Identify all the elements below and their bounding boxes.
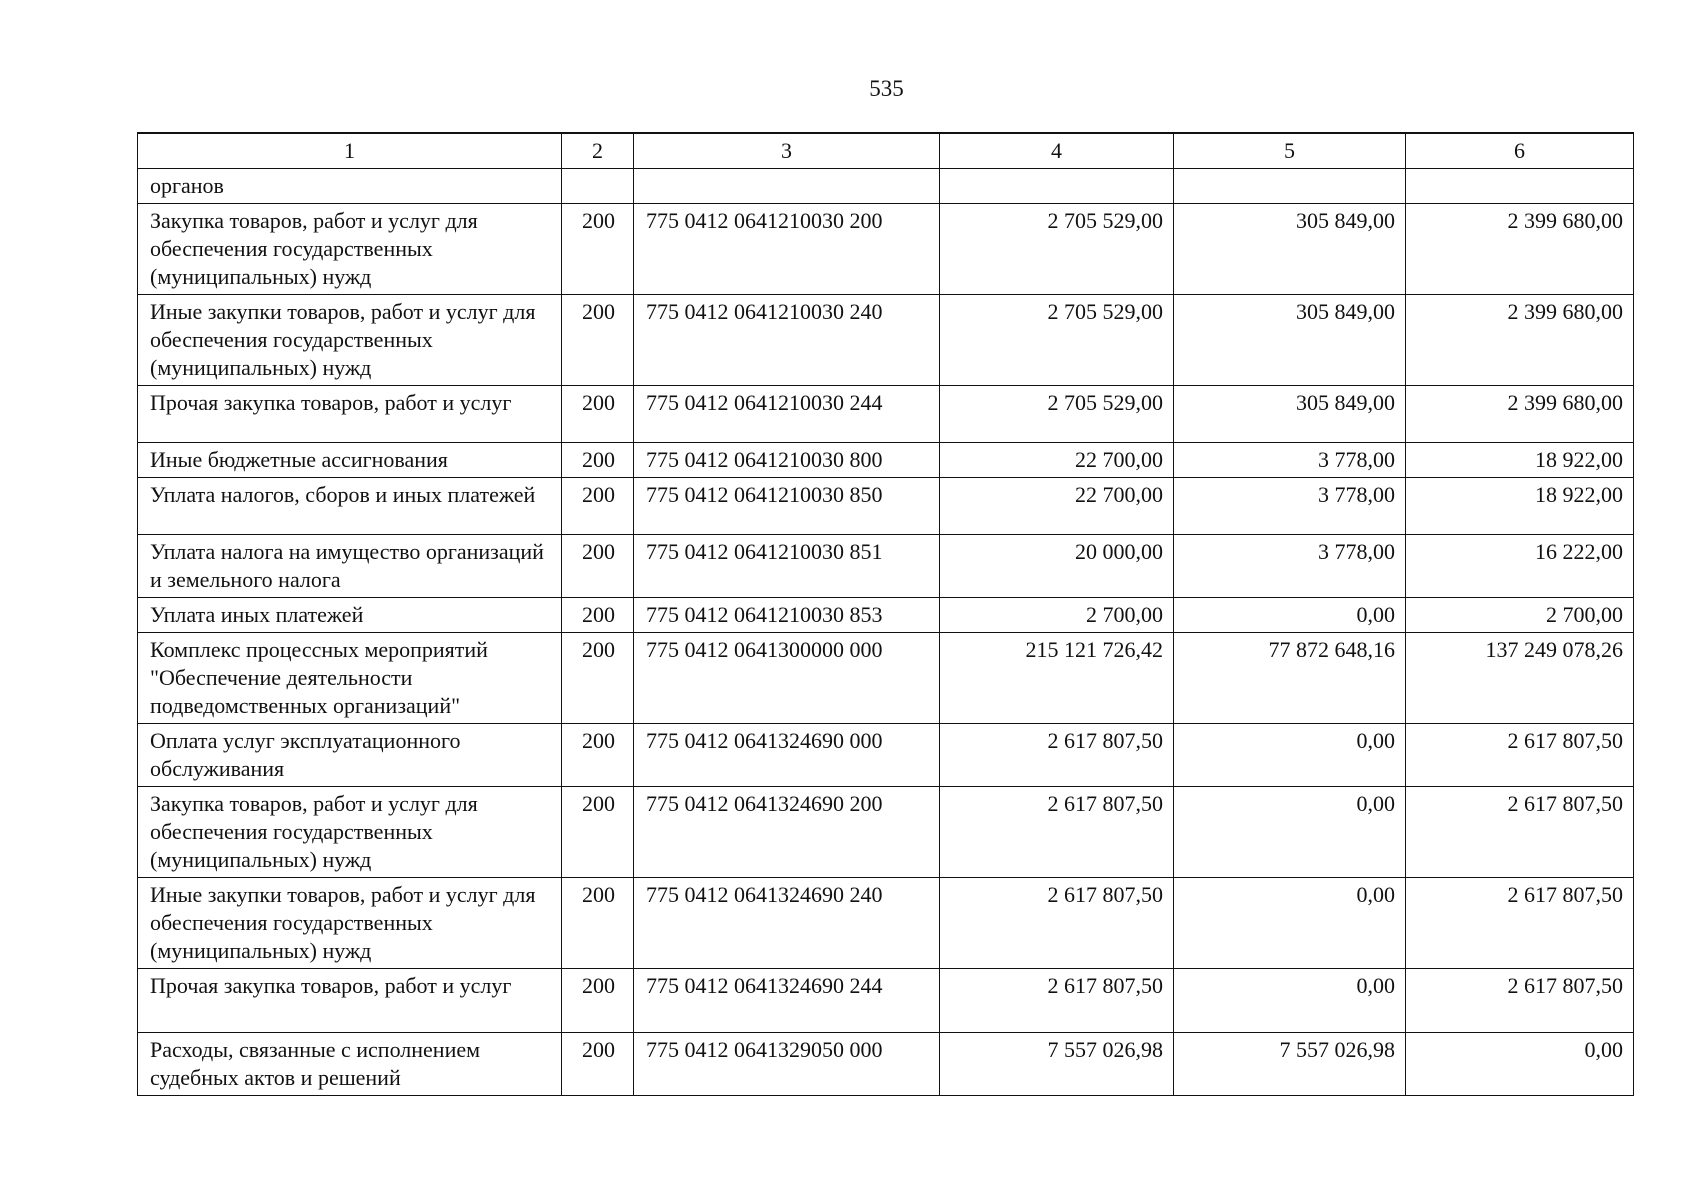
amount-executed-cell [1174,169,1406,204]
page-number: 535 [869,76,904,101]
amount-remaining-cell: 2 399 680,00 [1406,386,1634,443]
amount-plan-cell: 2 700,00 [940,598,1174,633]
amount-executed-cell: 0,00 [1174,969,1406,1033]
classification-code-cell: 775 0412 0641210030 244 [634,386,940,443]
classification-code-cell: 775 0412 0641324690 244 [634,969,940,1033]
amount-plan-cell: 2 617 807,50 [940,787,1174,878]
amount-executed-cell: 7 557 026,98 [1174,1033,1406,1096]
amount-remaining-cell: 2 399 680,00 [1406,295,1634,386]
table-row [138,295,1634,386]
amount-remaining-cell: 16 222,00 [1406,535,1634,598]
expense-name-cell: Оплата услуг эксплуатационного обслуживания [138,724,562,787]
expense-name-cell: Уплата иных платежей [138,598,562,633]
table-row [138,478,1634,535]
grbs-code-cell: 200 [562,443,634,478]
amount-executed-cell: 3 778,00 [1174,535,1406,598]
table-header-row [138,133,1634,169]
classification-code-cell: 775 0412 0641300000 000 [634,633,940,724]
classification-code-cell: 775 0412 0641210030 240 [634,295,940,386]
table-row [138,1033,1634,1096]
amount-remaining-cell: 18 922,00 [1406,478,1634,535]
amount-executed-cell: 3 778,00 [1174,443,1406,478]
amount-remaining-cell: 2 617 807,50 [1406,969,1634,1033]
classification-code-cell: 775 0412 0641324690 000 [634,724,940,787]
grbs-code-cell: 200 [562,535,634,598]
classification-code-cell [634,169,940,204]
grbs-code-cell: 200 [562,478,634,535]
amount-executed-cell: 3 778,00 [1174,478,1406,535]
amount-plan-cell: 2 617 807,50 [940,878,1174,969]
amount-plan-cell: 22 700,00 [940,443,1174,478]
table-row [138,969,1634,1033]
table-row [138,724,1634,787]
amount-executed-cell: 305 849,00 [1174,204,1406,295]
expense-name-cell: Иные закупки товаров, работ и услуг для обеспечения государственных (муниципальных) нужд [138,878,562,969]
expense-name-cell: Закупка товаров, работ и услуг для обеспечения государственных (муниципальных) нужд [138,787,562,878]
grbs-code-cell: 200 [562,633,634,724]
amount-plan-cell: 2 705 529,00 [940,204,1174,295]
amount-executed-cell: 0,00 [1174,787,1406,878]
grbs-code-cell: 200 [562,204,634,295]
column-header: 6 [1406,133,1634,169]
table-row [138,443,1634,478]
expense-name-cell: Комплекс процессных мероприятий "Обеспечение деятельности подведомственных организаций" [138,633,562,724]
amount-remaining-cell: 137 249 078,26 [1406,633,1634,724]
table-body [138,169,1634,1096]
expense-name-cell: Иные закупки товаров, работ и услуг для обеспечения государственных (муниципальных) нужд [138,295,562,386]
amount-plan-cell: 2 705 529,00 [940,295,1174,386]
classification-code-cell: 775 0412 0641324690 200 [634,787,940,878]
grbs-code-cell [562,169,634,204]
expense-name-cell: Закупка товаров, работ и услуг для обеспечения государственных (муниципальных) нужд [138,204,562,295]
amount-remaining-cell: 2 617 807,50 [1406,787,1634,878]
amount-remaining-cell: 0,00 [1406,1033,1634,1096]
amount-remaining-cell: 18 922,00 [1406,443,1634,478]
amount-executed-cell: 305 849,00 [1174,386,1406,443]
classification-code-cell: 775 0412 0641210030 851 [634,535,940,598]
grbs-code-cell: 200 [562,1033,634,1096]
amount-executed-cell: 0,00 [1174,724,1406,787]
classification-code-cell: 775 0412 0641324690 240 [634,878,940,969]
grbs-code-cell: 200 [562,295,634,386]
amount-remaining-cell: 2 399 680,00 [1406,204,1634,295]
expense-name-cell: Иные бюджетные ассигнования [138,443,562,478]
table-row [138,169,1634,204]
amount-plan-cell: 22 700,00 [940,478,1174,535]
amount-remaining-cell: 2 617 807,50 [1406,878,1634,969]
column-header: 2 [562,133,634,169]
amount-remaining-cell: 2 617 807,50 [1406,724,1634,787]
amount-executed-cell: 305 849,00 [1174,295,1406,386]
table-row [138,878,1634,969]
amount-plan-cell: 20 000,00 [940,535,1174,598]
expense-name-cell: Прочая закупка товаров, работ и услуг [138,969,562,1033]
expense-name-cell: Прочая закупка товаров, работ и услуг [138,386,562,443]
column-header: 4 [940,133,1174,169]
amount-plan-cell [940,169,1174,204]
amount-executed-cell: 0,00 [1174,878,1406,969]
grbs-code-cell: 200 [562,878,634,969]
amount-executed-cell: 77 872 648,16 [1174,633,1406,724]
classification-code-cell: 775 0412 0641329050 000 [634,1033,940,1096]
table-row [138,598,1634,633]
amount-plan-cell: 2 617 807,50 [940,724,1174,787]
column-header: 3 [634,133,940,169]
expense-name-cell: Расходы, связанные с исполнением судебных актов и решений [138,1033,562,1096]
table-row [138,633,1634,724]
amount-plan-cell: 215 121 726,42 [940,633,1174,724]
grbs-code-cell: 200 [562,598,634,633]
grbs-code-cell: 200 [562,386,634,443]
amount-executed-cell: 0,00 [1174,598,1406,633]
column-header: 5 [1174,133,1406,169]
amount-plan-cell: 7 557 026,98 [940,1033,1174,1096]
table-row [138,535,1634,598]
budget-table [137,132,1634,1096]
table-row [138,204,1634,295]
expense-name-cell: Уплата налогов, сборов и иных платежей [138,478,562,535]
column-header: 1 [138,133,562,169]
amount-plan-cell: 2 705 529,00 [940,386,1174,443]
classification-code-cell: 775 0412 0641210030 800 [634,443,940,478]
amount-plan-cell: 2 617 807,50 [940,969,1174,1033]
expense-name-cell: Уплата налога на имущество организаций и земельного налога [138,535,562,598]
amount-remaining-cell: 2 700,00 [1406,598,1634,633]
classification-code-cell: 775 0412 0641210030 853 [634,598,940,633]
table-row [138,386,1634,443]
table-row [138,787,1634,878]
grbs-code-cell: 200 [562,787,634,878]
classification-code-cell: 775 0412 0641210030 200 [634,204,940,295]
expense-name-cell: органов [138,169,562,204]
grbs-code-cell: 200 [562,969,634,1033]
classification-code-cell: 775 0412 0641210030 850 [634,478,940,535]
grbs-code-cell: 200 [562,724,634,787]
amount-remaining-cell [1406,169,1634,204]
